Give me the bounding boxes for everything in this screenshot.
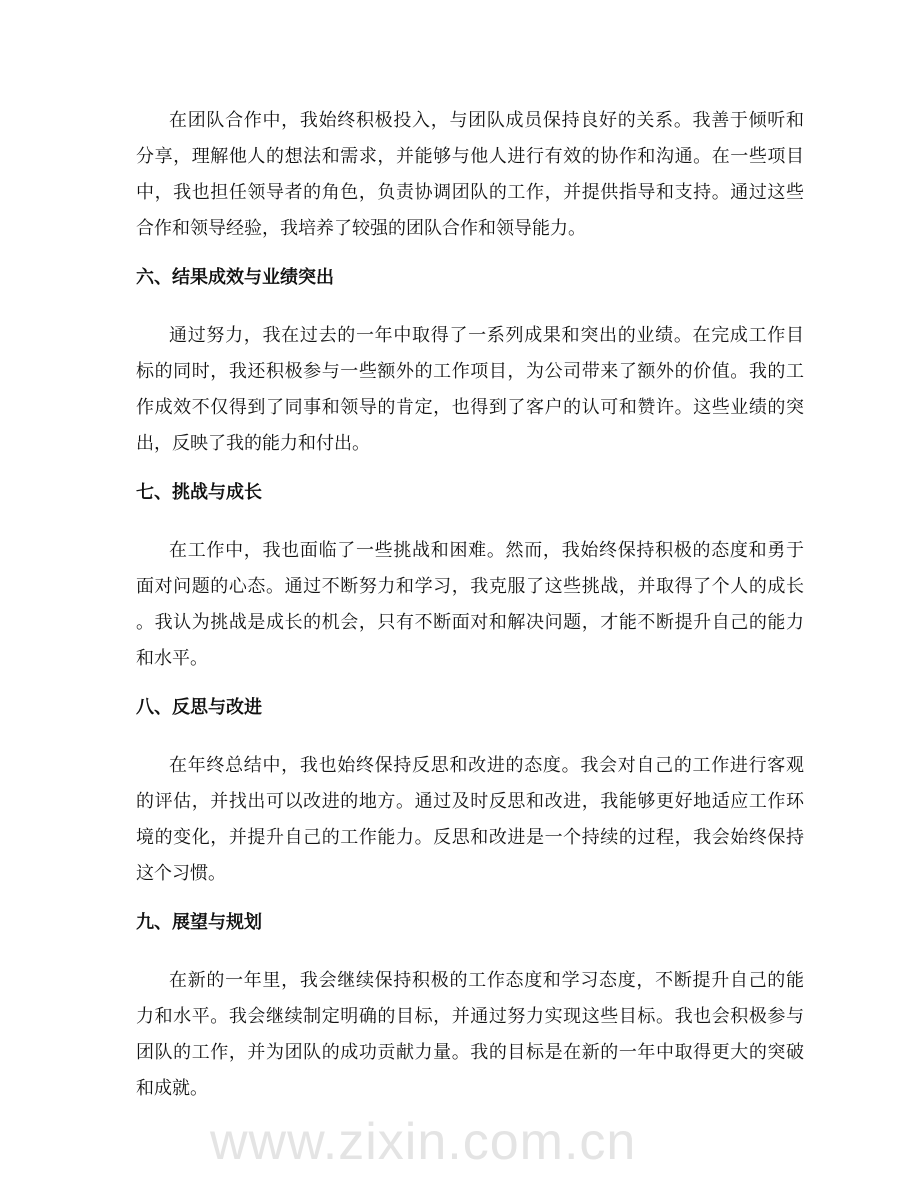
text-line: 境的变化，并提升自己的工作能力。反思和改进是一个持续的过程，我会始终保持	[136, 827, 804, 848]
section-heading: 九、展望与规划	[136, 912, 262, 933]
text-line: 的评估，并找出可以改进的地方。通过及时反思和改进，我能够更好地适应工作环	[136, 791, 804, 812]
section-outlook	[136, 905, 804, 1107]
watermark: www.zixin.com.cn	[210, 1113, 637, 1171]
section-heading: 八、反思与改进	[136, 697, 262, 718]
text-line: 力和水平。我会继续制定明确的目标，并通过努力实现这些目标。我也会积极参与	[136, 1006, 804, 1027]
text-line: 和成就。	[136, 1078, 208, 1099]
text-line: 这个习惯。	[136, 863, 226, 884]
text-line: 在年终总结中，我也始终保持反思和改进的态度。我会对自己的工作进行客观	[169, 755, 804, 776]
text-line: 团队的工作，并为团队的成功贡献力量。我的目标是在新的一年中取得更大的突破	[136, 1042, 804, 1063]
text-line: 在团队合作中，我始终积极投入，与团队成员保持良好的关系。我善于倾听和	[169, 110, 804, 131]
text-line: 作成效不仅得到了同事和领导的肯定，也得到了客户的认可和赞许。这些业绩的突	[136, 397, 804, 418]
section-reflection	[136, 690, 804, 892]
text-line: 和水平。	[136, 648, 208, 669]
text-line: 面对问题的心态。通过不断努力和学习，我克服了这些挑战，并取得了个人的成长	[136, 576, 804, 597]
section-heading: 六、结果成效与业绩突出	[136, 267, 334, 288]
text-line: 中，我也担任领导者的角色，负责协调团队的工作，并提供指导和支持。通过这些	[136, 182, 804, 203]
text-line: 标的同时，我还积极参与一些额外的工作项目，为公司带来了额外的价值。我的工	[136, 361, 804, 382]
text-line: 出，反映了我的能力和付出。	[136, 433, 370, 454]
text-line: 分享，理解他人的想法和需求，并能够与他人进行有效的协作和沟通。在一些项目	[136, 146, 804, 167]
section-challenges	[136, 475, 804, 677]
text-line: 。我认为挑战是成长的机会，只有不断面对和解决问题，才能不断提升自己的能力	[136, 612, 804, 633]
text-line: 通过努力，我在过去的一年中取得了一系列成果和突出的业绩。在完成工作目	[169, 325, 804, 346]
document-body	[136, 103, 804, 1107]
text-line: 合作和领导经验，我培养了较强的团队合作和领导能力。	[136, 218, 586, 239]
section-heading: 七、挑战与成长	[136, 482, 262, 503]
paragraph-team-cooperation	[136, 103, 804, 247]
section-results	[136, 260, 804, 462]
text-line: 在新的一年里，我会继续保持积极的工作态度和学习态度，不断提升自己的能	[169, 970, 804, 991]
text-line: 在工作中，我也面临了一些挑战和困难。然而，我始终保持积极的态度和勇于	[169, 540, 804, 561]
